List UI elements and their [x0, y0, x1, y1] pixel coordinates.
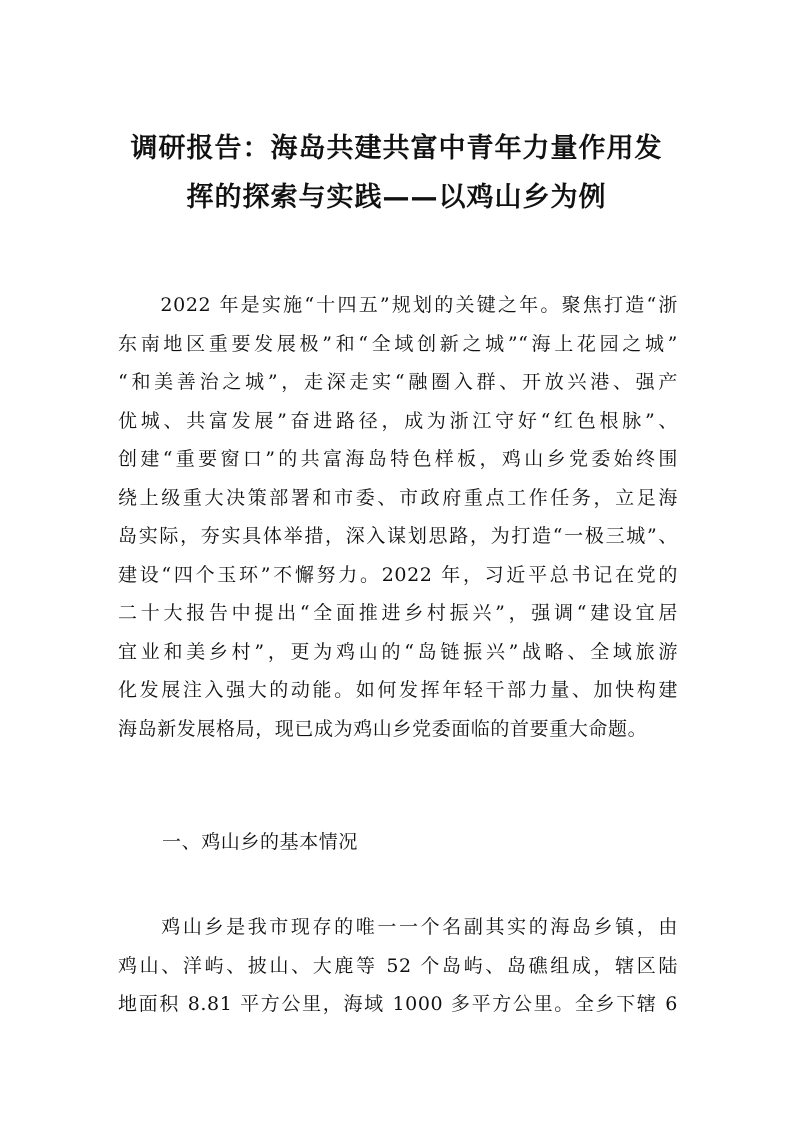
section1-paragraph — [118, 908, 678, 1024]
paragraph-line: 鸡山乡是我市现存的唯一一个名副其实的海岛乡镇，由 — [118, 916, 678, 938]
paragraph-line: 创建“重要窗口”的共富海岛特色样板，鸡山乡党委始终围 — [118, 448, 678, 470]
title-line: 调研报告：海岛共建共富中青年力量作用发 — [130, 133, 663, 164]
paragraph-line: 优城、共富发展”奋进路径，成为浙江守好“红色根脉”、 — [118, 409, 678, 432]
intro-paragraph — [118, 286, 678, 748]
paragraph-line: 岛实际，夯实具体举措，深入谋划思路，为打造“一极三城”、 — [118, 525, 678, 547]
paragraph-line: 建设“四个玉环”不懈努力。2022 年，习近平总书记在党的 — [118, 563, 678, 586]
title-line: 挥的探索与实践——以鸡山乡为例 — [186, 182, 607, 213]
paragraph-line: 二十大报告中提出“全面推进乡村振兴”，强调“建设宜居 — [118, 602, 678, 624]
paragraph-line: 地面积 8.81 平方公里，海域 1000 多平方公里。全乡下辖 6 — [118, 993, 678, 1015]
paragraph-line: 海岛新发展格局，现已成为鸡山乡党委面临的首要重大命题。 — [118, 717, 648, 740]
paragraph-line: 绕上级重大决策部署和市委、市政府重点工作任务，立足海 — [118, 486, 678, 509]
paragraph-line: 2022 年是实施“十四五”规划的关键之年。聚焦打造“浙 — [118, 294, 678, 316]
paragraph-line: 宜业和美乡村”，更为鸡山的“岛链振兴”战略、全域旅游 — [118, 640, 678, 663]
paragraph-line: “和美善治之城”，走深走实“融圈入群、开放兴港、强产 — [118, 371, 678, 393]
paragraph-line: 鸡山、洋屿、披山、大鹿等 52 个岛屿、岛礁组成，辖区陆 — [118, 954, 678, 977]
paragraph-line: 化发展注入强大的动能。如何发挥年轻干部力量、加快构建 — [118, 679, 678, 701]
document-title — [118, 124, 675, 222]
paragraph-line: 东南地区重要发展极”和“全域创新之城”“海上花园之城” — [118, 332, 678, 355]
section-heading: 一、鸡山乡的基本情况 — [162, 831, 359, 853]
